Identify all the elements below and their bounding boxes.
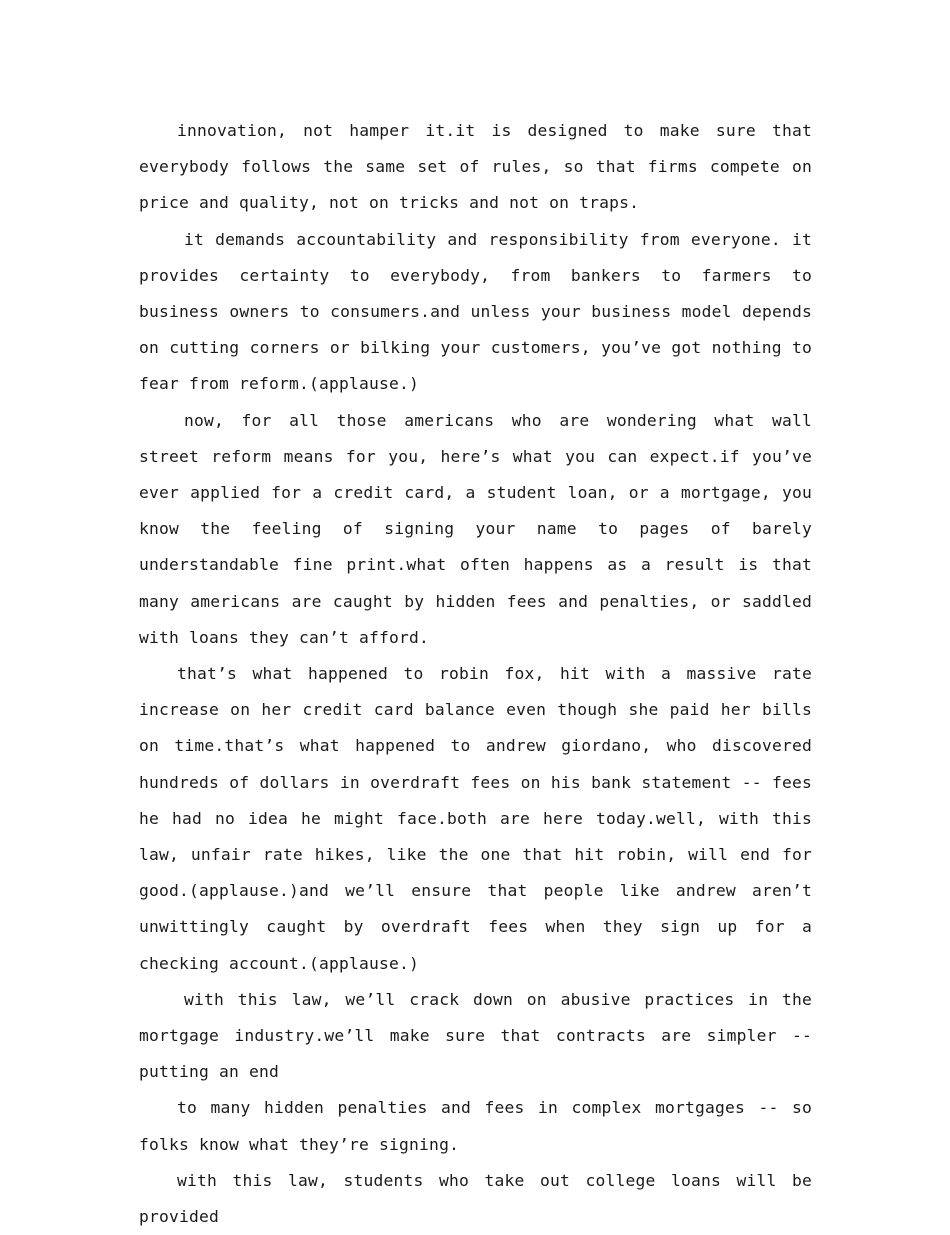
- paragraph-accountability: it demands accountability and responsibility from everyone. it provides certainty to everybody, from bankers to farmers to business owners to consumers.and unless your business model depends on cutting corners or bilking your customers, you’ve got nothing to fear from reform.(applause.): [139, 229, 812, 394]
- paragraph-innovation: innovation, not hamper it.it is designed to make sure that everybody follows the same set of rules, so that firms compete on price and quality, not on tricks and not on traps.: [139, 121, 812, 213]
- paragraph-americans: now, for all those americans who are wondering what wall street reform means for you, here’s what you can expect.if you’ve ever applied for a credit card, a student loan, or a mortgage, you know the feeling of signing your name to pages of barely understandable fine print.what often happens as a result is that many americans are caught by hidden fees and penalties, or saddled with loans they can’t afford.: [139, 410, 812, 647]
- paragraph-robin-fox: that’s what happened to robin fox, hit with a massive rate increase on her credit card balance even though she paid her bills on time.that’s what happened to andrew giordano, who discovered hundreds of dollars in overdraft fees on his bank statement -- fees he had no idea he might face.both are here today.well, with this law, unfair rate hikes, like the one that hit robin, will end for good.(applause.)and we’ll ensure that people like andrew aren’t unwittingly caught by overdraft fees when they sign up for a checking account.(applause.): [139, 664, 812, 973]
- paragraph-mortgage: with this law, we’ll crack down on abusive practices in the mortgage industry.we’ll make sure that contracts are simpler -- putting an end: [139, 989, 812, 1082]
- paragraph-college-loans: with this law, students who take out college loans will be provided: [139, 1170, 812, 1227]
- paragraph-hidden-penalties: to many hidden penalties and fees in complex mortgages -- so folks know what they’re signing.: [139, 1098, 812, 1154]
- document-body: [139, 113, 812, 1235]
